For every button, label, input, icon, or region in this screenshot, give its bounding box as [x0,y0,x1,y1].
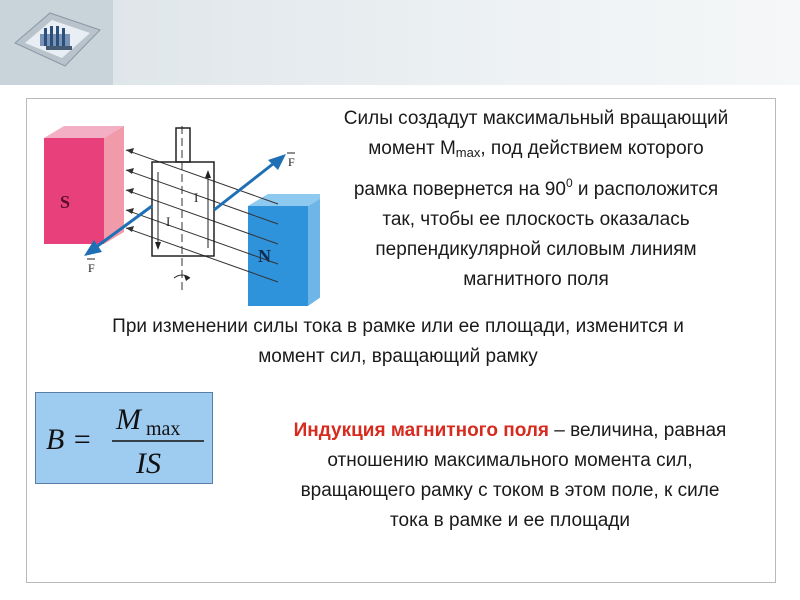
formula-denominator: IS [136,447,161,480]
rotation-text: рамка повернется на 90 [353,179,566,200]
pole-s-front [44,138,104,244]
para2-line-1: При изменении силы тока в рамке или ее площади, изменится и [112,316,684,337]
para3-line-4: тока в рамке и ее площади [390,510,630,531]
para1-line-6: магнитного поля [463,269,609,290]
para1-line-2-rest: , под действием которого [480,138,704,159]
para1-line-5: перпендикулярной силовым линиям [375,239,697,260]
definition-line-1-rest: – величина, равная [549,420,727,441]
definition-term: Индукция магнитного поля [293,420,549,441]
para1-line-4: так, чтобы ее плоскость оказалась [382,209,690,230]
formula-numerator-sub: max [146,418,181,440]
torque-explanation [296,104,776,295]
formula-numerator: M [116,403,141,436]
current-change-note [40,312,756,372]
para1-line-3-rest: и расположится [572,179,719,200]
pole-s-side [104,126,124,244]
para1-line-2 [296,134,776,168]
current-label-right: I [194,190,199,205]
induction-formula [35,392,213,484]
moment-subscript: max [455,145,481,160]
pole-s-label: S [60,192,71,212]
para2-line-2: момент сил, вращающий рамку [258,346,538,367]
logo-icon [10,8,105,70]
formula-lhs: B = [46,423,93,456]
frame-in-magnetic-field-diagram [30,110,320,310]
para1-line-3 [296,168,776,205]
current-frame [152,162,214,256]
para3-line-3: вращающего рамку с током в этом поле, к силе [300,480,720,501]
para3-line-2: отношению максимального момента сил, [327,450,693,471]
current-label-left: I [166,214,171,229]
para1-line-1: Силы создадут максимальный вращающий [343,108,729,129]
degree-superscript: 0 [565,176,573,190]
moment-prefix: момент M [368,138,456,159]
force-label-right: F [288,155,295,169]
header-right-band [113,0,800,85]
induction-definition [240,416,780,536]
para3-line-1 [240,416,780,446]
pole-n-label: N [258,246,271,266]
force-label-left: F [88,261,95,275]
